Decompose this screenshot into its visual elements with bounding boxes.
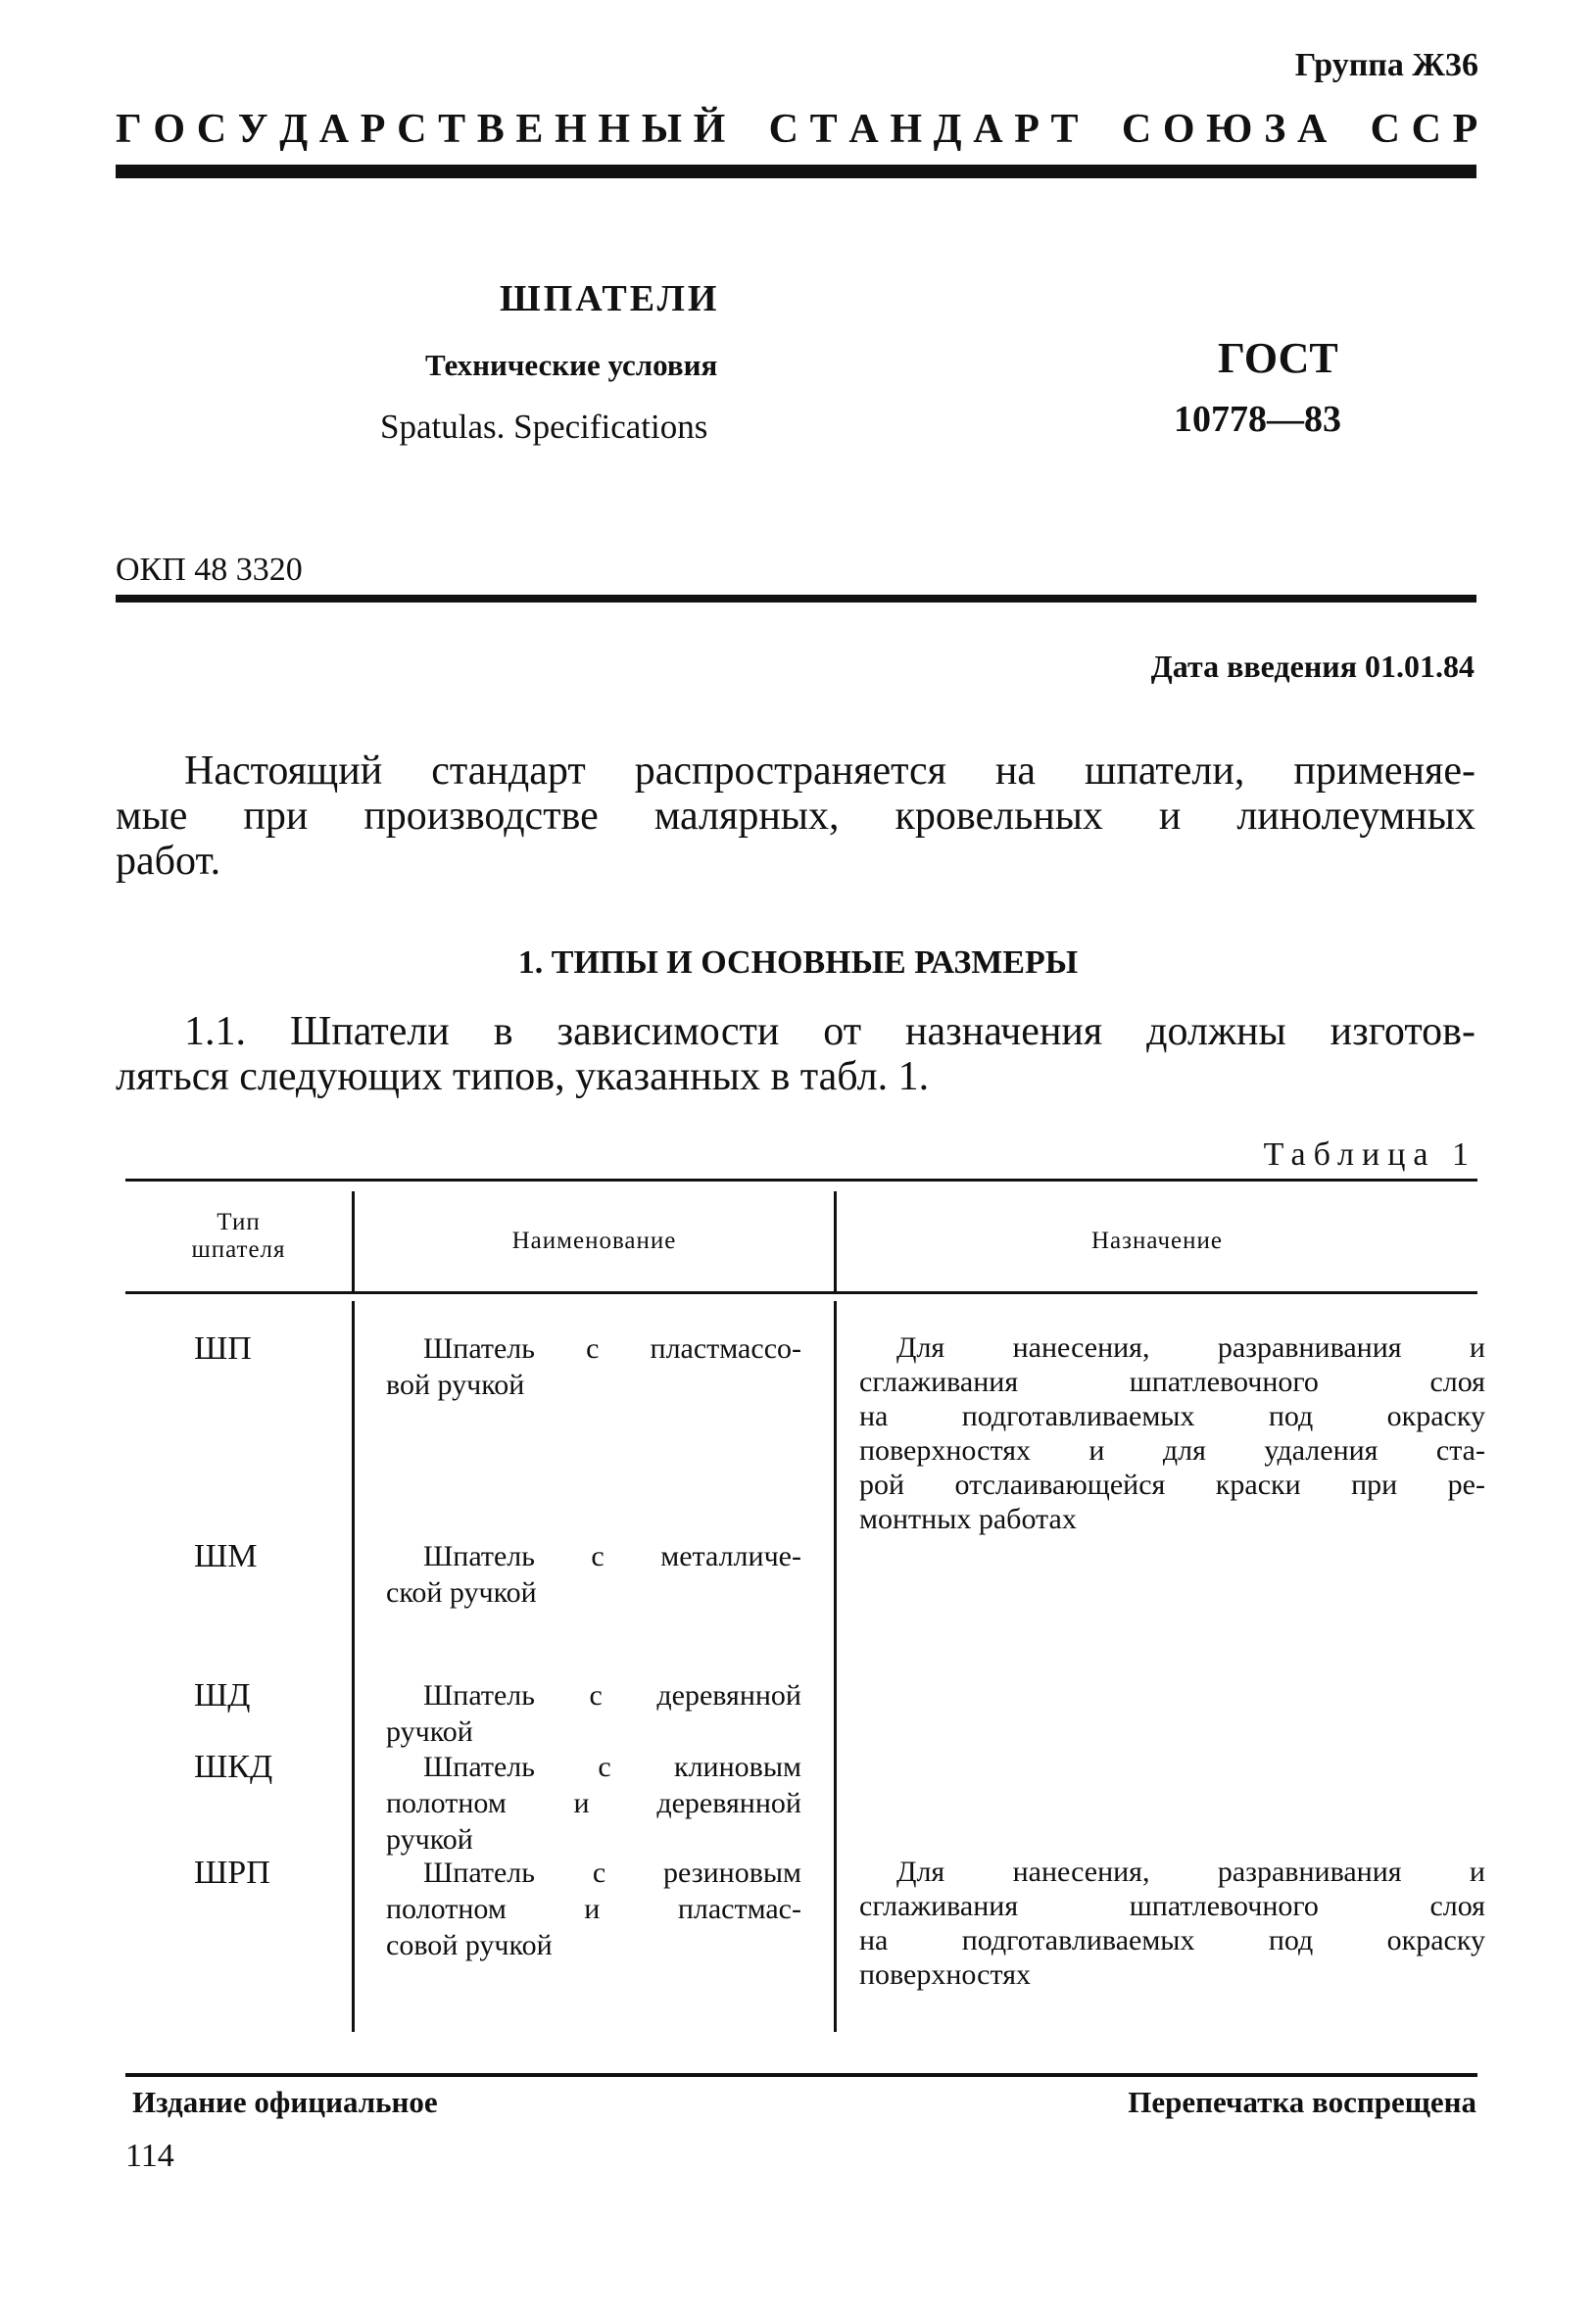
title-letter: Н xyxy=(890,107,923,152)
word: деревянной xyxy=(656,1679,801,1712)
word: пластмассо- xyxy=(650,1332,801,1365)
word: Настоящий xyxy=(184,748,383,794)
word: Для xyxy=(896,1856,945,1888)
word: слоя xyxy=(1429,1366,1485,1398)
name-line xyxy=(386,1538,801,1574)
title-letter: О xyxy=(153,107,186,152)
title-letter: С xyxy=(397,107,427,152)
word: Шпатели xyxy=(289,1009,450,1054)
word: слоя xyxy=(1429,1890,1485,1922)
word: шпатлевочного xyxy=(1129,1890,1319,1922)
word: кровельных xyxy=(895,794,1103,839)
word: полотном xyxy=(386,1893,507,1925)
title-letter: А xyxy=(848,107,880,152)
introduction-date: Дата введения 01.01.84 xyxy=(1150,649,1475,684)
english-title: Spatulas. Specifications xyxy=(380,408,708,446)
title-letter: А xyxy=(318,107,350,152)
name-cell xyxy=(386,1677,801,1750)
word: применяе- xyxy=(1293,748,1475,794)
word: распространяется xyxy=(634,748,946,794)
word: на xyxy=(859,1400,889,1432)
word: разравнивания xyxy=(1217,1856,1402,1888)
reprint-prohibited: Перепечатка воспрещена xyxy=(1128,2085,1476,2119)
name-line: ской ручкой xyxy=(386,1576,537,1609)
title-letter: Р xyxy=(1014,107,1040,152)
title-letter xyxy=(1089,106,1111,153)
name-line xyxy=(386,1677,801,1714)
word: с xyxy=(586,1332,600,1365)
word: подготавливаемых xyxy=(961,1400,1195,1432)
word: 1.1. xyxy=(184,1009,246,1054)
purpose-line xyxy=(859,1923,1485,1957)
word: должны xyxy=(1146,1009,1286,1054)
title-letter: О xyxy=(1162,107,1196,152)
word: с xyxy=(592,1857,606,1889)
word: мые xyxy=(116,794,188,839)
clause-line xyxy=(116,1009,1475,1054)
purpose-line xyxy=(859,1399,1485,1433)
clause-line: ляться следующих типов, указанных в табл. 1. xyxy=(116,1054,930,1099)
name-line xyxy=(386,1891,801,1927)
official-edition: Издание официальное xyxy=(132,2085,438,2119)
word: при xyxy=(243,794,309,839)
title-letter: В xyxy=(476,107,506,152)
word: подготавливаемых xyxy=(961,1924,1195,1956)
header-name: Наименование xyxy=(511,1228,677,1254)
title-letter: Р xyxy=(360,107,386,152)
word: пластмас- xyxy=(677,1893,801,1925)
word: с xyxy=(598,1751,611,1783)
intro-line xyxy=(116,748,1475,794)
title-letter: Ы xyxy=(641,107,683,152)
title-letter xyxy=(1338,106,1360,153)
word: Шпатель xyxy=(423,1751,535,1783)
name-line xyxy=(386,1785,801,1821)
title-letter: Й xyxy=(693,107,726,152)
word: для xyxy=(1162,1434,1206,1467)
okp-code: ОКП 48 3320 xyxy=(116,552,303,588)
type-code: ШД xyxy=(194,1677,251,1714)
name-line: вой ручкой xyxy=(386,1369,525,1401)
word: и xyxy=(1088,1434,1105,1467)
name-line: совой ручкой xyxy=(386,1929,553,1961)
header-rule xyxy=(116,165,1476,178)
title-letter: Ю xyxy=(1206,107,1253,152)
header-purpose: Назначение xyxy=(1090,1228,1224,1254)
gost-number: 10778—83 xyxy=(1174,399,1341,440)
word: изготов- xyxy=(1330,1009,1475,1054)
clause-1-1 xyxy=(116,1009,1475,1099)
word: от xyxy=(823,1009,862,1054)
title-letter: С xyxy=(1370,107,1401,152)
title-letter: А xyxy=(1296,107,1328,152)
purpose-cell xyxy=(859,1330,1485,1536)
word: и xyxy=(1158,794,1182,839)
word: сглаживания xyxy=(859,1366,1019,1398)
word: под xyxy=(1268,1400,1314,1432)
title-letter: З xyxy=(1264,107,1286,152)
title-letter: Г xyxy=(116,107,143,152)
name-cell xyxy=(386,1330,801,1403)
title-letter: Т xyxy=(809,107,839,152)
word: и xyxy=(1469,1856,1485,1888)
table-top-rule xyxy=(125,1179,1477,1182)
word: линолеумных xyxy=(1236,794,1475,839)
table-divider xyxy=(834,1301,837,2032)
word: отслаивающейся xyxy=(954,1469,1166,1501)
title-letter: С xyxy=(768,107,799,152)
word: стандарт xyxy=(431,748,586,794)
title-letter: А xyxy=(973,107,1004,152)
title-letter: Е xyxy=(515,107,544,152)
word: резиновым xyxy=(663,1857,801,1889)
table-label: Таблица 1 xyxy=(1263,1136,1476,1173)
word: и xyxy=(1469,1331,1485,1364)
word: малярных, xyxy=(653,794,840,839)
title-letter: С xyxy=(196,107,227,152)
word: ре- xyxy=(1447,1469,1485,1501)
name-line: ручкой xyxy=(386,1823,473,1856)
title-letter: Д xyxy=(933,107,963,152)
header-type-line: Тип xyxy=(217,1209,261,1235)
word: окраску xyxy=(1386,1924,1485,1956)
purpose-line: поверхностях xyxy=(859,1958,1031,1991)
word: на xyxy=(859,1924,889,1956)
word: краски xyxy=(1215,1469,1301,1501)
word: с xyxy=(589,1679,603,1712)
word: назначения xyxy=(905,1009,1103,1054)
footer-rule xyxy=(125,2073,1477,2077)
page-number: 114 xyxy=(125,2138,174,2174)
gost-label: ГОСТ xyxy=(1218,334,1338,382)
word: нанесения, xyxy=(1012,1331,1150,1364)
word: клиновым xyxy=(674,1751,801,1783)
state-standard-title xyxy=(116,106,1478,153)
title-letter: У xyxy=(237,107,269,152)
word: деревянной xyxy=(656,1787,801,1819)
intro-line: работ. xyxy=(116,839,221,884)
header-type-line: шпателя xyxy=(191,1236,286,1263)
purpose-line xyxy=(859,1365,1485,1399)
name-line xyxy=(386,1749,801,1785)
word: зависимости xyxy=(556,1009,780,1054)
word: Шпатель xyxy=(423,1540,535,1572)
title-letter: Н xyxy=(555,107,588,152)
header-type xyxy=(125,1209,352,1264)
word: шпатели, xyxy=(1085,748,1245,794)
word: Шпатель xyxy=(423,1679,535,1712)
title-letter: Д xyxy=(279,107,309,152)
name-cell xyxy=(386,1538,801,1611)
word: ста- xyxy=(1435,1434,1485,1467)
purpose-line xyxy=(859,1468,1485,1502)
word: нанесения, xyxy=(1012,1856,1150,1888)
type-code: ШП xyxy=(194,1330,252,1367)
title-letter: Т xyxy=(1050,107,1080,152)
purpose-cell xyxy=(859,1855,1485,1992)
purpose-line xyxy=(859,1330,1485,1365)
title-letter: Н xyxy=(598,107,631,152)
intro-line xyxy=(116,794,1475,839)
intro-paragraph xyxy=(116,748,1475,884)
type-code: ШМ xyxy=(194,1538,258,1574)
word: поверхностях xyxy=(859,1434,1031,1467)
word: и xyxy=(584,1893,601,1925)
word: полотном xyxy=(386,1787,507,1819)
type-code: ШКД xyxy=(194,1749,273,1785)
name-line xyxy=(386,1855,801,1891)
purpose-line xyxy=(859,1433,1485,1468)
title-letter: Р xyxy=(1452,107,1478,152)
name-cell xyxy=(386,1749,801,1858)
name-cell xyxy=(386,1855,801,1963)
word: удаления xyxy=(1264,1434,1378,1467)
word: металличе- xyxy=(660,1540,801,1572)
table-divider xyxy=(352,1301,355,2032)
word: производстве xyxy=(363,794,599,839)
title-letter: Т xyxy=(438,107,466,152)
group-code: Группа Ж36 xyxy=(1294,47,1478,83)
word: окраску xyxy=(1386,1400,1485,1432)
type-code: ШРП xyxy=(194,1855,270,1891)
purpose-line: монтных работах xyxy=(859,1503,1077,1535)
word: при xyxy=(1351,1469,1398,1501)
word: рой xyxy=(859,1469,905,1501)
purpose-line xyxy=(859,1889,1485,1923)
word: под xyxy=(1268,1924,1314,1956)
word: и xyxy=(573,1787,590,1819)
document-title: ШПАТЕЛИ xyxy=(500,278,720,319)
name-line xyxy=(386,1330,801,1367)
okp-rule xyxy=(116,595,1476,603)
word: с xyxy=(591,1540,605,1572)
title-letter xyxy=(737,106,758,153)
purpose-line xyxy=(859,1855,1485,1889)
word: разравнивания xyxy=(1217,1331,1402,1364)
word: на xyxy=(994,748,1037,794)
section-heading: 1. ТИПЫ И ОСНОВНЫЕ РАЗМЕРЫ xyxy=(517,944,1079,981)
word: шпатлевочного xyxy=(1129,1366,1319,1398)
word: Шпатель xyxy=(423,1857,535,1889)
document-subtitle: Технические условия xyxy=(425,348,718,382)
title-letter: С xyxy=(1411,107,1442,152)
name-line: ручкой xyxy=(386,1715,473,1748)
word: сглаживания xyxy=(859,1890,1019,1922)
word: в xyxy=(493,1009,513,1054)
table-header-rule xyxy=(125,1291,1477,1294)
title-letter: С xyxy=(1121,107,1152,152)
word: Шпатель xyxy=(423,1332,535,1365)
word: Для xyxy=(896,1331,945,1364)
